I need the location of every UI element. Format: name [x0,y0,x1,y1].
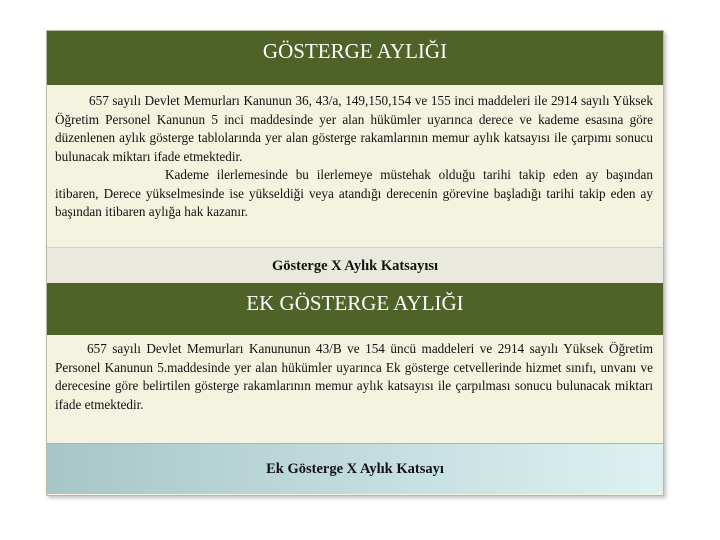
gosterge-paragraph-2: Kademe ilerlemesinde bu ilerlemeye müstehak olduğu tarihi takip eden ay başından itibaren, Derece yükselmesinde ise yükseldiği veya atandığı derecenin görevine başladığı tarihi takip eden ay başından itibaren aylığa hak kazanır. [55,167,653,219]
gosterge-formula: Gösterge X Aylık Katsayısı [47,247,663,285]
ek-gosterge-header [47,283,663,335]
gosterge-title: GÖSTERGE AYLIĞI [262,39,448,63]
ek-gosterge-title: EK GÖSTERGE AYLIĞI [246,291,464,315]
info-panel [46,30,664,496]
gosterge-text [55,92,653,222]
ek-gosterge-formula: Ek Gösterge X Aylık Katsayı [47,443,663,494]
gosterge-paragraph-1: 657 sayılı Devlet Memurları Kanunun 36, 43/a, 149,150,154 ve 155 inci maddeleri ile 2914 sayılı Yüksek Öğretim Personel Kanunun 5 inci maddesinde yer alan hükümler uyarınca derece ve kademe esasına göre düzenlenen aylık gösterge tablolarında yer alan gösterge rakamlarının memur aylık katsayısı ile çarpımı sonucu bulunacak miktarı ifade etmektedir. [55,93,653,164]
ek-gosterge-text [55,340,653,414]
gosterge-header [47,31,663,85]
ek-gosterge-paragraph-1: 657 sayılı Devlet Memurları Kanununun 43/B ve 154 üncü maddeleri ve 2914 sayılı Yüksek Öğretim Personel Kanunun 5.maddesinde yer alan hükümler uyarınca Ek gösterge cetvellerinde hizmet sınıfı, unvanı ve derecesine göre belirtilen gösterge rakamlarının memur aylık katsayısı ile çarpılması sonucu bulunacak miktarı ifade etmektedir. [55,341,653,412]
